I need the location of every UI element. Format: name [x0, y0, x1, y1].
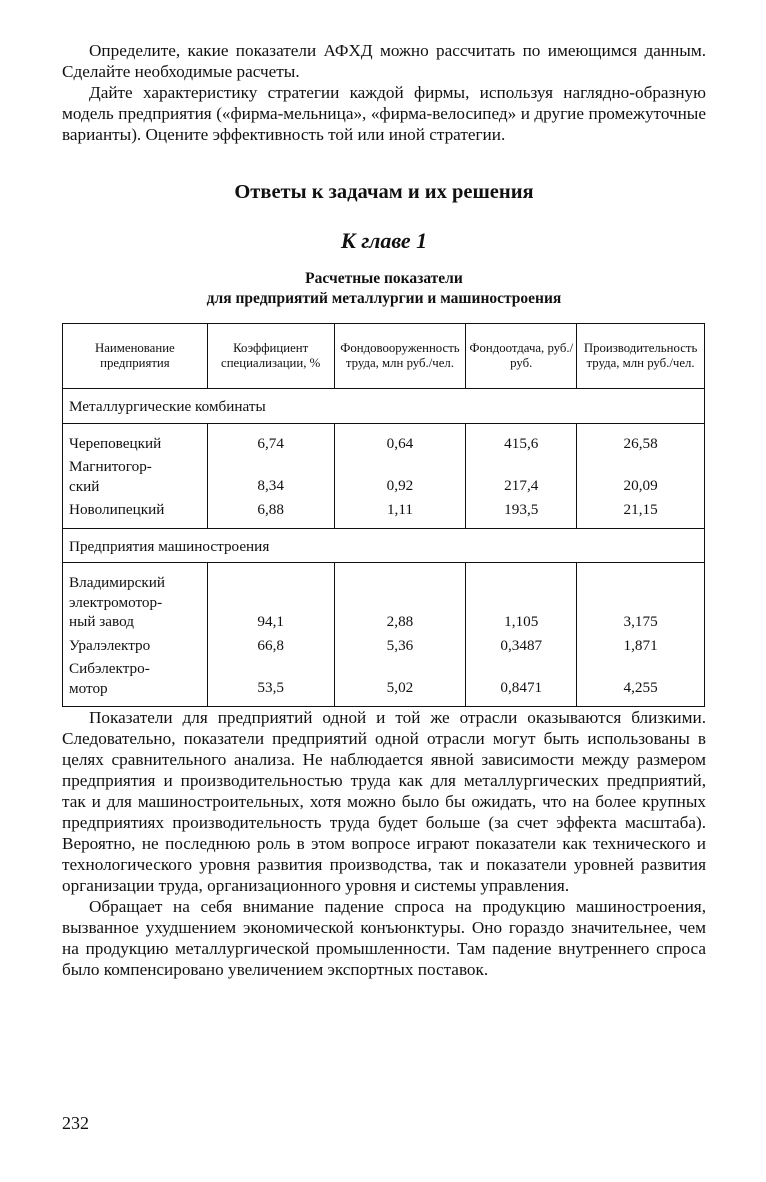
- value: 21,15: [623, 501, 658, 518]
- value: 26,58: [623, 434, 658, 452]
- table-header-row: [63, 324, 705, 389]
- value: 217,4: [504, 477, 539, 494]
- labor-productivity-cell: [577, 423, 705, 528]
- value: 6,74: [257, 434, 284, 452]
- value: 0,3487: [500, 636, 543, 654]
- header-capital-productivity: Фондоотдача, руб./руб.: [466, 324, 577, 389]
- body-paragraph-1: Показатели для предприятий одной и той же отрасли оказываются близкими. Следовательно, показатели предприятий одной отрасли могут быть использованы в целях сравнительного анализа. Не наблюдается явной зависимости между размером предприятия и производительностью труда как для металлургических предприятий, так и для машиностроительных, хотя можно было бы ожидать, что на более крупных предприятиях производительность труда будет больше (за счет эффекта масштаба). Вероятно, не последнюю роль в этом вопросе играют показатели как технического и технологического уровня развития производства, так и показатели уровней развития организации труда, организационного уровня и системы управления.: [62, 708, 706, 895]
- enterprise-name: Новолипецкий: [69, 501, 165, 518]
- header-capital-labor-ratio: Фондовооруженность труда, млн руб./чел.: [334, 324, 466, 389]
- indicators-table: [62, 323, 705, 707]
- value: 6,88: [257, 501, 284, 518]
- table-title-line-2: для предприятий металлургии и машиностроения: [206, 290, 562, 307]
- enterprise-name: Уралэлектро: [69, 636, 151, 654]
- section-title: Ответы к задачам и их решения: [234, 181, 534, 203]
- header-enterprise-name: Наименование предприятия: [63, 324, 208, 389]
- value: 8,34: [257, 477, 284, 494]
- value: 3,175: [623, 613, 658, 630]
- enterprise-name: ский: [69, 477, 100, 495]
- value: 20,09: [623, 477, 658, 494]
- group-label-machine-building: Предприятия машиностроения: [63, 528, 705, 563]
- value: 0,8471: [500, 679, 543, 696]
- value: 1,105: [504, 613, 539, 630]
- value: 66,8: [257, 636, 284, 654]
- value: 0,64: [386, 434, 414, 452]
- specialization-cell: [207, 423, 334, 528]
- enterprise-name: Череповецкий: [69, 434, 162, 452]
- labor-productivity-cell: [577, 563, 705, 707]
- table-title-line-1: Расчетные показатели: [305, 270, 463, 287]
- value: 5,36: [386, 636, 414, 654]
- intro-paragraph-2: Дайте характеристику стратегии каждой фирмы, используя наглядно-образную модель предприятия («фирма-мельница», «фирма-велосипед» и другие промежуточные варианты). Оцените эффективность той или иной стратегии.: [62, 83, 706, 144]
- specialization-cell: [207, 563, 334, 707]
- body-paragraph-2: Обращает на себя внимание падение спроса на продукцию машиностроения, вызванное ухудшением экономической конъюнктуры. Оно гораздо значительнее, чем на продукцию металлургической промышленности. Там падение внутреннего спроса было компенсировано увеличением экспортных поставок.: [62, 897, 706, 979]
- enterprise-name: ный завод: [69, 613, 134, 630]
- enterprise-name: Владимирский: [69, 574, 166, 591]
- group-row: [63, 528, 705, 563]
- value: 193,5: [504, 501, 539, 518]
- enterprise-name-cell: [63, 563, 208, 707]
- value: 53,5: [257, 679, 284, 696]
- table-row: [63, 563, 705, 707]
- capital-productivity-cell: [466, 563, 577, 707]
- capital-labor-cell: [334, 423, 466, 528]
- value: 5,02: [386, 679, 414, 696]
- enterprise-name-cell: [63, 423, 208, 528]
- enterprise-name: Сибэлектро-: [69, 660, 150, 677]
- value: 2,88: [386, 613, 414, 630]
- group-row: [63, 389, 705, 424]
- value: 415,6: [504, 434, 539, 452]
- table-title: [62, 269, 706, 309]
- value: 4,255: [623, 679, 658, 696]
- enterprise-name: мотор: [69, 679, 108, 697]
- capital-labor-cell: [334, 563, 466, 707]
- header-specialization: Коэффициент специализации, %: [207, 324, 334, 389]
- enterprise-name: Магнитогор-: [69, 458, 152, 475]
- value: 1,11: [386, 501, 413, 518]
- enterprise-name: электромотор-: [69, 593, 163, 611]
- capital-productivity-cell: [466, 423, 577, 528]
- intro-paragraph-1: Определите, какие показатели АФХД можно рассчитать по имеющимся данным. Сделайте необходимые расчеты.: [62, 41, 706, 81]
- group-label-metallurgy: Металлургические комбинаты: [63, 389, 705, 424]
- value: 0,92: [386, 477, 414, 494]
- table-row: [63, 423, 705, 528]
- page-number: 232: [62, 1113, 89, 1133]
- header-labor-productivity: Производительность труда, млн руб./чел.: [577, 324, 705, 389]
- chapter-title: К главе 1: [340, 228, 428, 253]
- page-content: [62, 40, 706, 980]
- value: 1,871: [623, 636, 658, 654]
- value: 94,1: [257, 613, 284, 630]
